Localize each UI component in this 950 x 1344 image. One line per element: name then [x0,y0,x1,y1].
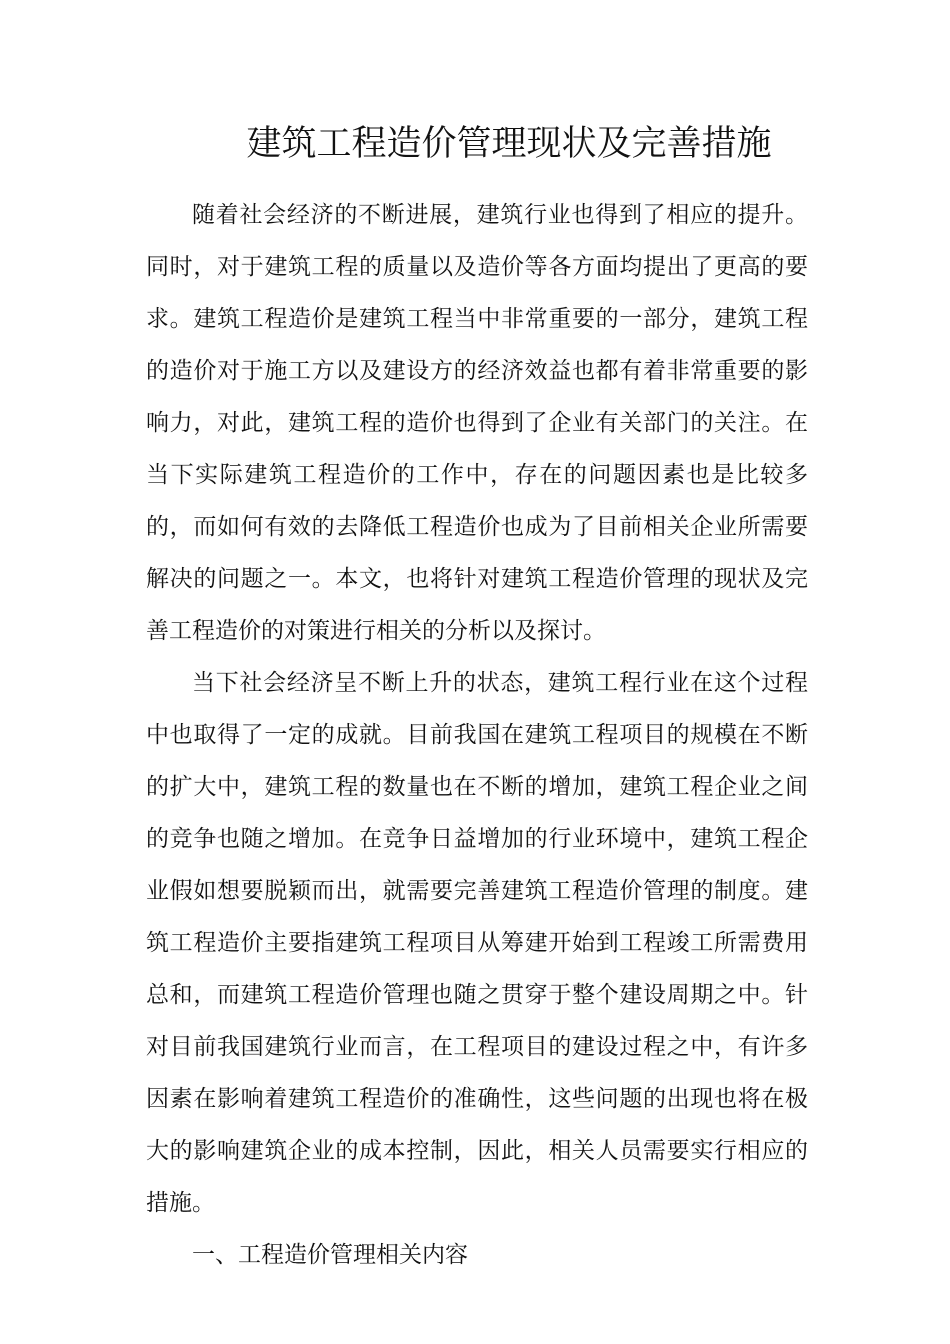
document-body [146,189,808,1281]
paragraph-intro: 随着社会经济的不断进展，建筑行业也得到了相应的提升。同时，对于建筑工程的质量以及造价等各方面均提出了更高的要求。建筑工程造价是建筑工程当中非常重要的一部分，建筑工程的造价对于施工方以及建设方的经济效益也都有着非常重要的影响力，对此，建筑工程的造价也得到了企业有关部门的关注。在当下实际建筑工程造价的工作中，存在的问题因素也是比较多的，而如何有效的去降低工程造价也成为了目前相关企业所需要解决的问题之一。本文，也将针对建筑工程造价管理的现状及完善工程造价的对策进行相关的分析以及探讨。 [146,202,808,644]
document-title: 建筑工程造价管理现状及完善措施 [246,124,772,164]
paragraph-background: 当下社会经济呈不断上升的状态，建筑工程行业在这个过程中也取得了一定的成就。目前我国在建筑工程项目的规模在不断的扩大中，建筑工程的数量也在不断的增加，建筑工程企业之间的竞争也随之增加。在竞争日益增加的行业环境中，建筑工程企业假如想要脱颖而出，就需要完善建筑工程造价管理的制度。建筑工程造价主要指建筑工程项目从筹建开始到工程竣工所需费用总和，而建筑工程造价管理也随之贯穿于整个建设周期之中。针对目前我国建筑行业而言，在工程项目的建设过程之中，有许多因素在影响着建筑工程造价的准确性，这些问题的出现也将在极大的影响建筑企业的成本控制，因此，相关人员需要实行相应的措施。 [146,670,808,1216]
section-heading: 一、工程造价管理相关内容 [192,1242,468,1268]
